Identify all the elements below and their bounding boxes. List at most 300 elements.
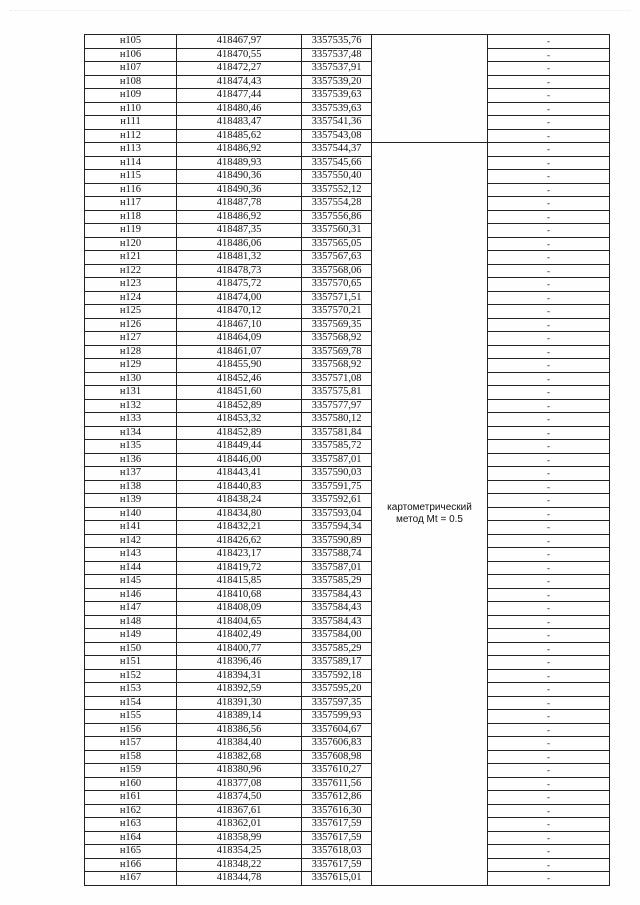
y-coordinate-cell: 3357567,63 <box>302 251 372 265</box>
table-row <box>85 359 610 373</box>
dash-cell: - <box>488 669 610 683</box>
point-id-cell: н116 <box>85 183 177 197</box>
x-coordinate-cell: 418483,47 <box>177 116 302 130</box>
y-coordinate-cell: 3357610,27 <box>302 764 372 778</box>
table-row <box>85 656 610 670</box>
dash-cell: - <box>488 791 610 805</box>
x-coordinate-cell: 418486,06 <box>177 237 302 251</box>
dash-cell: - <box>488 696 610 710</box>
dash-cell: - <box>488 197 610 211</box>
y-coordinate-cell: 3357587,01 <box>302 453 372 467</box>
point-id-cell: н167 <box>85 872 177 886</box>
dash-cell: - <box>488 858 610 872</box>
dash-cell: - <box>488 224 610 238</box>
table-row <box>85 872 610 886</box>
point-id-cell: н143 <box>85 548 177 562</box>
point-id-cell: н115 <box>85 170 177 184</box>
table-row <box>85 197 610 211</box>
dash-cell: - <box>488 872 610 886</box>
table-row <box>85 143 610 157</box>
dash-cell: - <box>488 561 610 575</box>
y-coordinate-cell: 3357616,30 <box>302 804 372 818</box>
point-id-cell: н120 <box>85 237 177 251</box>
dash-cell: - <box>488 831 610 845</box>
dash-cell: - <box>488 305 610 319</box>
y-coordinate-cell: 3357545,66 <box>302 156 372 170</box>
y-coordinate-cell: 3357584,00 <box>302 629 372 643</box>
x-coordinate-cell: 418452,89 <box>177 426 302 440</box>
table-row <box>85 129 610 143</box>
point-id-cell: н119 <box>85 224 177 238</box>
y-coordinate-cell: 3357588,74 <box>302 548 372 562</box>
table-row <box>85 683 610 697</box>
y-coordinate-cell: 3357594,34 <box>302 521 372 535</box>
table-row <box>85 696 610 710</box>
dash-cell: - <box>488 345 610 359</box>
y-coordinate-cell: 3357552,12 <box>302 183 372 197</box>
point-id-cell: н133 <box>85 413 177 427</box>
y-coordinate-cell: 3357543,08 <box>302 129 372 143</box>
dash-cell: - <box>488 588 610 602</box>
table-row <box>85 561 610 575</box>
y-coordinate-cell: 3357604,67 <box>302 723 372 737</box>
dash-cell: - <box>488 332 610 346</box>
x-coordinate-cell: 418487,35 <box>177 224 302 238</box>
y-coordinate-cell: 3357575,81 <box>302 386 372 400</box>
point-id-cell: н150 <box>85 642 177 656</box>
x-coordinate-cell: 418446,00 <box>177 453 302 467</box>
x-coordinate-cell: 418391,30 <box>177 696 302 710</box>
y-coordinate-cell: 3357539,63 <box>302 89 372 103</box>
dash-cell: - <box>488 615 610 629</box>
table-row <box>85 575 610 589</box>
y-coordinate-cell: 3357571,08 <box>302 372 372 386</box>
y-coordinate-cell: 3357568,06 <box>302 264 372 278</box>
point-id-cell: н129 <box>85 359 177 373</box>
y-coordinate-cell: 3357595,20 <box>302 683 372 697</box>
table-row <box>85 75 610 89</box>
x-coordinate-cell: 418487,78 <box>177 197 302 211</box>
y-coordinate-cell: 3357539,20 <box>302 75 372 89</box>
dash-cell: - <box>488 750 610 764</box>
y-coordinate-cell: 3357584,43 <box>302 588 372 602</box>
point-id-cell: н107 <box>85 62 177 76</box>
dash-cell: - <box>488 777 610 791</box>
x-coordinate-cell: 418384,40 <box>177 737 302 751</box>
x-coordinate-cell: 418432,21 <box>177 521 302 535</box>
y-coordinate-cell: 3357568,92 <box>302 359 372 373</box>
point-id-cell: н147 <box>85 602 177 616</box>
x-coordinate-cell: 418348,22 <box>177 858 302 872</box>
table-row <box>85 399 610 413</box>
dash-cell: - <box>488 656 610 670</box>
point-id-cell: н140 <box>85 507 177 521</box>
point-id-cell: н146 <box>85 588 177 602</box>
table-row <box>85 386 610 400</box>
table-row <box>85 534 610 548</box>
dash-cell: - <box>488 710 610 724</box>
point-id-cell: н154 <box>85 696 177 710</box>
table-row <box>85 332 610 346</box>
y-coordinate-cell: 3357570,65 <box>302 278 372 292</box>
x-coordinate-cell: 418461,07 <box>177 345 302 359</box>
table-row <box>85 804 610 818</box>
point-id-cell: н125 <box>85 305 177 319</box>
dash-cell: - <box>488 48 610 62</box>
y-coordinate-cell: 3357617,59 <box>302 858 372 872</box>
dash-cell: - <box>488 170 610 184</box>
x-coordinate-cell: 418480,46 <box>177 102 302 116</box>
x-coordinate-cell: 418344,78 <box>177 872 302 886</box>
x-coordinate-cell: 418490,36 <box>177 183 302 197</box>
y-coordinate-cell: 3357617,59 <box>302 818 372 832</box>
table-row <box>85 345 610 359</box>
y-coordinate-cell: 3357544,37 <box>302 143 372 157</box>
table-row <box>85 210 610 224</box>
y-coordinate-cell: 3357560,31 <box>302 224 372 238</box>
y-coordinate-cell: 3357611,56 <box>302 777 372 791</box>
dash-cell: - <box>488 440 610 454</box>
x-coordinate-cell: 418410,68 <box>177 588 302 602</box>
dash-cell: - <box>488 480 610 494</box>
table-row <box>85 264 610 278</box>
y-coordinate-cell: 3357570,21 <box>302 305 372 319</box>
table-row <box>85 602 610 616</box>
x-coordinate-cell: 418485,62 <box>177 129 302 143</box>
x-coordinate-cell: 418486,92 <box>177 143 302 157</box>
x-coordinate-cell: 418394,31 <box>177 669 302 683</box>
dash-cell: - <box>488 642 610 656</box>
x-coordinate-cell: 418451,60 <box>177 386 302 400</box>
x-coordinate-cell: 418474,43 <box>177 75 302 89</box>
point-id-cell: н124 <box>85 291 177 305</box>
x-coordinate-cell: 418354,25 <box>177 845 302 859</box>
table-row <box>85 791 610 805</box>
point-id-cell: н166 <box>85 858 177 872</box>
dash-cell: - <box>488 804 610 818</box>
x-coordinate-cell: 418452,89 <box>177 399 302 413</box>
table-row <box>85 710 610 724</box>
point-id-cell: н145 <box>85 575 177 589</box>
method-line-1: картометрический <box>387 501 472 513</box>
x-coordinate-cell: 418474,00 <box>177 291 302 305</box>
y-coordinate-cell: 3357539,63 <box>302 102 372 116</box>
table-row <box>85 372 610 386</box>
table-row <box>85 831 610 845</box>
method-cell-empty <box>372 35 488 143</box>
dash-cell: - <box>488 723 610 737</box>
point-id-cell: н139 <box>85 494 177 508</box>
table-row <box>85 615 610 629</box>
table-row <box>85 251 610 265</box>
x-coordinate-cell: 418374,50 <box>177 791 302 805</box>
x-coordinate-cell: 418382,68 <box>177 750 302 764</box>
scan-artifact-marks <box>10 10 630 19</box>
table-row <box>85 480 610 494</box>
x-coordinate-cell: 418404,65 <box>177 615 302 629</box>
y-coordinate-cell: 3357577,97 <box>302 399 372 413</box>
x-coordinate-cell: 418377,08 <box>177 777 302 791</box>
y-coordinate-cell: 3357537,91 <box>302 62 372 76</box>
table-row <box>85 737 610 751</box>
x-coordinate-cell: 418380,96 <box>177 764 302 778</box>
x-coordinate-cell: 418415,85 <box>177 575 302 589</box>
table-row <box>85 507 610 521</box>
y-coordinate-cell: 3357556,86 <box>302 210 372 224</box>
dash-cell: - <box>488 183 610 197</box>
point-id-cell: н163 <box>85 818 177 832</box>
y-coordinate-cell: 3357550,40 <box>302 170 372 184</box>
dash-cell: - <box>488 318 610 332</box>
y-coordinate-cell: 3357580,12 <box>302 413 372 427</box>
y-coordinate-cell: 3357569,35 <box>302 318 372 332</box>
table-row <box>85 318 610 332</box>
dash-cell: - <box>488 683 610 697</box>
y-coordinate-cell: 3357585,29 <box>302 575 372 589</box>
table-row <box>85 102 610 116</box>
point-id-cell: н118 <box>85 210 177 224</box>
y-coordinate-cell: 3357584,43 <box>302 615 372 629</box>
point-id-cell: н165 <box>85 845 177 859</box>
point-id-cell: н162 <box>85 804 177 818</box>
dash-cell: - <box>488 237 610 251</box>
point-id-cell: н132 <box>85 399 177 413</box>
x-coordinate-cell: 418434,80 <box>177 507 302 521</box>
table-row <box>85 224 610 238</box>
dash-cell: - <box>488 399 610 413</box>
point-id-cell: н138 <box>85 480 177 494</box>
point-id-cell: н152 <box>85 669 177 683</box>
point-id-cell: н136 <box>85 453 177 467</box>
x-coordinate-cell: 418478,73 <box>177 264 302 278</box>
table-row <box>85 669 610 683</box>
x-coordinate-cell: 418449,44 <box>177 440 302 454</box>
table-row <box>85 89 610 103</box>
y-coordinate-cell: 3357617,59 <box>302 831 372 845</box>
x-coordinate-cell: 418470,12 <box>177 305 302 319</box>
dash-cell: - <box>488 264 610 278</box>
y-coordinate-cell: 3357589,17 <box>302 656 372 670</box>
point-id-cell: н130 <box>85 372 177 386</box>
x-coordinate-cell: 418486,92 <box>177 210 302 224</box>
table-row <box>85 818 610 832</box>
table-row <box>85 588 610 602</box>
table-row <box>85 413 610 427</box>
x-coordinate-cell: 418467,97 <box>177 35 302 49</box>
table-row <box>85 750 610 764</box>
y-coordinate-cell: 3357537,48 <box>302 48 372 62</box>
table-row <box>85 494 610 508</box>
table-row <box>85 170 610 184</box>
point-id-cell: н161 <box>85 791 177 805</box>
dash-cell: - <box>488 210 610 224</box>
x-coordinate-cell: 418455,90 <box>177 359 302 373</box>
table-row <box>85 858 610 872</box>
y-coordinate-cell: 3357584,43 <box>302 602 372 616</box>
point-id-cell: н113 <box>85 143 177 157</box>
table-row <box>85 723 610 737</box>
x-coordinate-cell: 418408,09 <box>177 602 302 616</box>
y-coordinate-cell: 3357615,01 <box>302 872 372 886</box>
dash-cell: - <box>488 602 610 616</box>
table-row <box>85 291 610 305</box>
table-row <box>85 116 610 130</box>
y-coordinate-cell: 3357592,61 <box>302 494 372 508</box>
dash-cell: - <box>488 35 610 49</box>
point-id-cell: н123 <box>85 278 177 292</box>
x-coordinate-cell: 418464,09 <box>177 332 302 346</box>
y-coordinate-cell: 3357585,72 <box>302 440 372 454</box>
y-coordinate-cell: 3357554,28 <box>302 197 372 211</box>
dash-cell: - <box>488 143 610 157</box>
point-id-cell: н137 <box>85 467 177 481</box>
point-id-cell: н131 <box>85 386 177 400</box>
y-coordinate-cell: 3357606,83 <box>302 737 372 751</box>
point-id-cell: н144 <box>85 561 177 575</box>
x-coordinate-cell: 418400,77 <box>177 642 302 656</box>
dash-cell: - <box>488 359 610 373</box>
y-coordinate-cell: 3357599,93 <box>302 710 372 724</box>
point-id-cell: н112 <box>85 129 177 143</box>
coordinates-table <box>84 34 610 886</box>
point-id-cell: н148 <box>85 615 177 629</box>
dash-cell: - <box>488 845 610 859</box>
x-coordinate-cell: 418426,62 <box>177 534 302 548</box>
point-id-cell: н141 <box>85 521 177 535</box>
y-coordinate-cell: 3357618,03 <box>302 845 372 859</box>
x-coordinate-cell: 418440,83 <box>177 480 302 494</box>
dash-cell: - <box>488 251 610 265</box>
dash-cell: - <box>488 818 610 832</box>
x-coordinate-cell: 418402,49 <box>177 629 302 643</box>
x-coordinate-cell: 418453,32 <box>177 413 302 427</box>
point-id-cell: н157 <box>85 737 177 751</box>
dash-cell: - <box>488 453 610 467</box>
x-coordinate-cell: 418389,14 <box>177 710 302 724</box>
dash-cell: - <box>488 278 610 292</box>
point-id-cell: н134 <box>85 426 177 440</box>
y-coordinate-cell: 3357565,05 <box>302 237 372 251</box>
table-row <box>85 521 610 535</box>
coordinates-table-body <box>85 35 610 886</box>
dash-cell: - <box>488 494 610 508</box>
y-coordinate-cell: 3357535,76 <box>302 35 372 49</box>
point-id-cell: н109 <box>85 89 177 103</box>
y-coordinate-cell: 3357571,51 <box>302 291 372 305</box>
point-id-cell: н158 <box>85 750 177 764</box>
dash-cell: - <box>488 386 610 400</box>
point-id-cell: н160 <box>85 777 177 791</box>
x-coordinate-cell: 418438,24 <box>177 494 302 508</box>
point-id-cell: н121 <box>85 251 177 265</box>
y-coordinate-cell: 3357569,78 <box>302 345 372 359</box>
method-description-cell <box>372 143 488 886</box>
point-id-cell: н135 <box>85 440 177 454</box>
point-id-cell: н155 <box>85 710 177 724</box>
point-id-cell: н114 <box>85 156 177 170</box>
dash-cell: - <box>488 548 610 562</box>
dash-cell: - <box>488 129 610 143</box>
point-id-cell: н108 <box>85 75 177 89</box>
y-coordinate-cell: 3357590,89 <box>302 534 372 548</box>
x-coordinate-cell: 418475,72 <box>177 278 302 292</box>
y-coordinate-cell: 3357593,04 <box>302 507 372 521</box>
x-coordinate-cell: 418477,44 <box>177 89 302 103</box>
x-coordinate-cell: 418452,46 <box>177 372 302 386</box>
table-row <box>85 35 610 49</box>
table-row <box>85 278 610 292</box>
table-row <box>85 62 610 76</box>
dash-cell: - <box>488 521 610 535</box>
x-coordinate-cell: 418362,01 <box>177 818 302 832</box>
point-id-cell: н122 <box>85 264 177 278</box>
x-coordinate-cell: 418481,32 <box>177 251 302 265</box>
x-coordinate-cell: 418386,56 <box>177 723 302 737</box>
table-row <box>85 629 610 643</box>
point-id-cell: н106 <box>85 48 177 62</box>
y-coordinate-cell: 3357590,03 <box>302 467 372 481</box>
point-id-cell: н127 <box>85 332 177 346</box>
point-id-cell: н117 <box>85 197 177 211</box>
y-coordinate-cell: 3357541,36 <box>302 116 372 130</box>
x-coordinate-cell: 418443,41 <box>177 467 302 481</box>
point-id-cell: н142 <box>85 534 177 548</box>
dash-cell: - <box>488 62 610 76</box>
x-coordinate-cell: 418490,36 <box>177 170 302 184</box>
dash-cell: - <box>488 156 610 170</box>
point-id-cell: н128 <box>85 345 177 359</box>
point-id-cell: н126 <box>85 318 177 332</box>
dash-cell: - <box>488 467 610 481</box>
point-id-cell: н153 <box>85 683 177 697</box>
point-id-cell: н111 <box>85 116 177 130</box>
table-row <box>85 440 610 454</box>
y-coordinate-cell: 3357587,01 <box>302 561 372 575</box>
table-row <box>85 156 610 170</box>
table-row <box>85 426 610 440</box>
table-row <box>85 845 610 859</box>
y-coordinate-cell: 3357581,84 <box>302 426 372 440</box>
point-id-cell: н110 <box>85 102 177 116</box>
point-id-cell: н159 <box>85 764 177 778</box>
table-row <box>85 48 610 62</box>
point-id-cell: н149 <box>85 629 177 643</box>
y-coordinate-cell: 3357608,98 <box>302 750 372 764</box>
table-row <box>85 183 610 197</box>
y-coordinate-cell: 3357592,18 <box>302 669 372 683</box>
point-id-cell: н151 <box>85 656 177 670</box>
table-row <box>85 467 610 481</box>
dash-cell: - <box>488 89 610 103</box>
x-coordinate-cell: 418419,72 <box>177 561 302 575</box>
y-coordinate-cell: 3357597,35 <box>302 696 372 710</box>
table-row <box>85 642 610 656</box>
table-row <box>85 548 610 562</box>
y-coordinate-cell: 3357585,29 <box>302 642 372 656</box>
dash-cell: - <box>488 102 610 116</box>
y-coordinate-cell: 3357612,86 <box>302 791 372 805</box>
x-coordinate-cell: 418367,61 <box>177 804 302 818</box>
y-coordinate-cell: 3357568,92 <box>302 332 372 346</box>
x-coordinate-cell: 418358,99 <box>177 831 302 845</box>
x-coordinate-cell: 418392,59 <box>177 683 302 697</box>
table-row <box>85 777 610 791</box>
x-coordinate-cell: 418467,10 <box>177 318 302 332</box>
dash-cell: - <box>488 291 610 305</box>
dash-cell: - <box>488 629 610 643</box>
point-id-cell: н164 <box>85 831 177 845</box>
point-id-cell: н105 <box>85 35 177 49</box>
